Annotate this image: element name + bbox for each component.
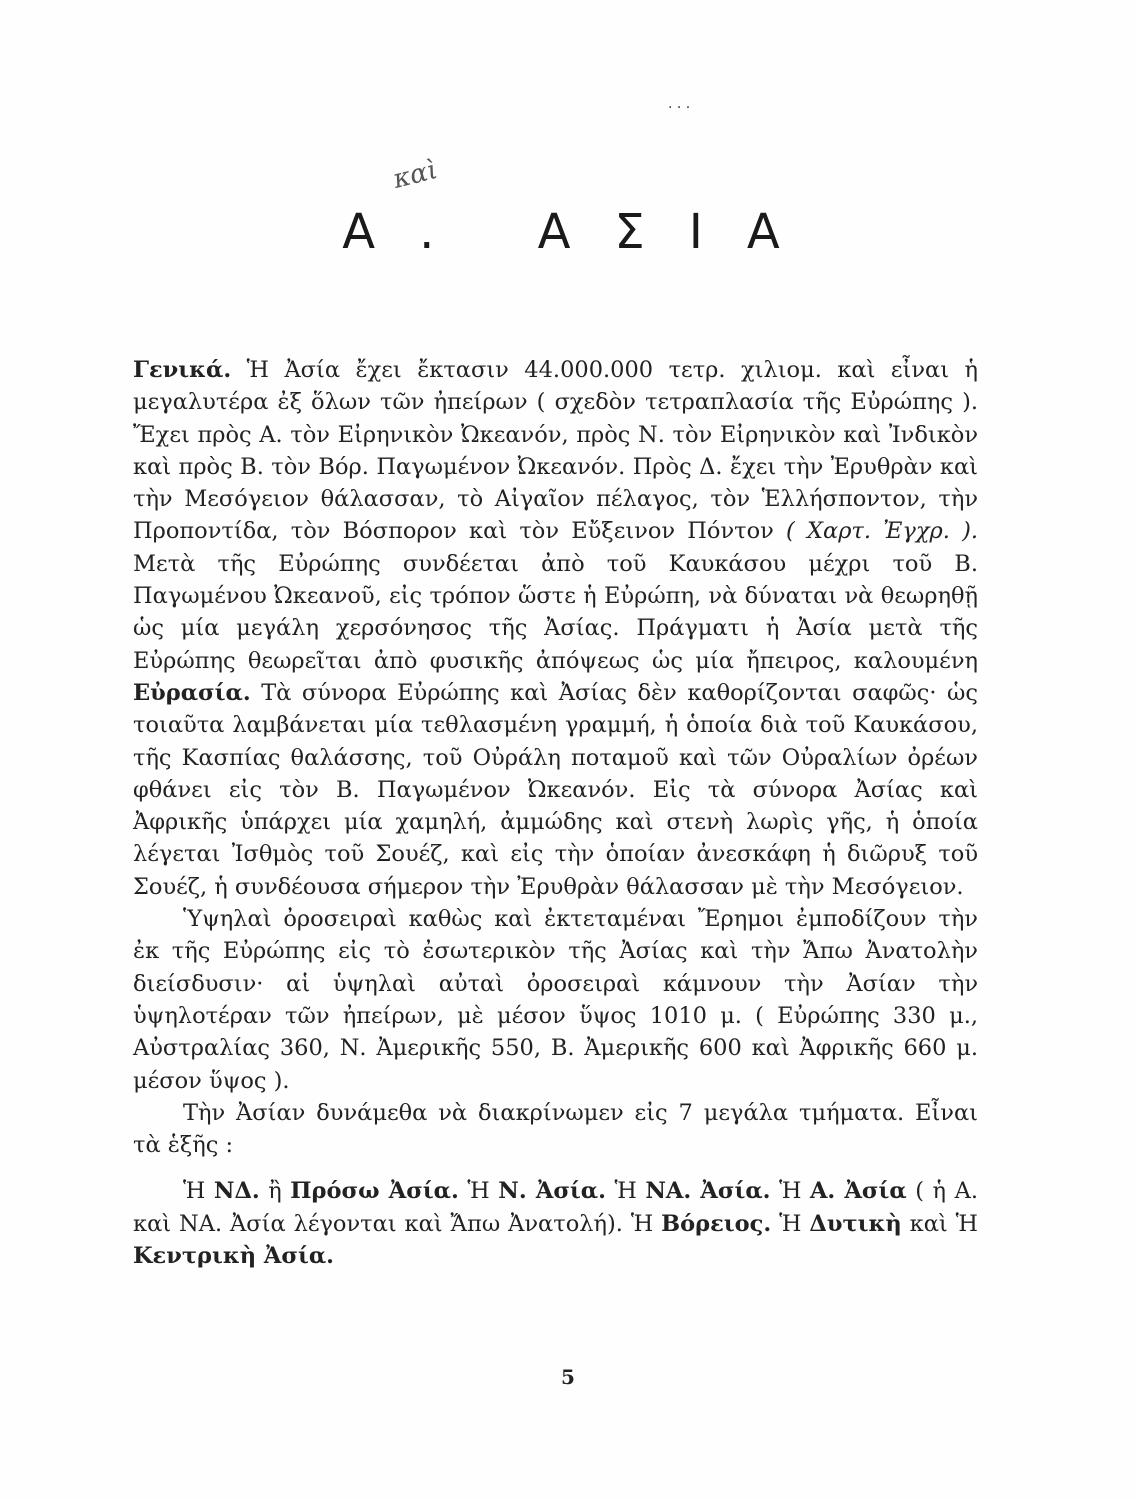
chapter-title: Α. ΑΣΙΑ xyxy=(342,204,824,261)
region-name: Ν. Ἀσία. xyxy=(498,1178,606,1205)
text-run: καὶ Ἡ xyxy=(901,1210,978,1237)
region-name: Βόρειος. xyxy=(661,1210,772,1237)
text-run: Ἡ xyxy=(458,1178,499,1205)
text-run: Ἡ xyxy=(605,1178,646,1205)
text-run: Μετὰ τῆς Εὐρώπης συνδέεται ἀπὸ τοῦ Καυκάσου μέχρι τοῦ Β. Παγωμένου Ὠκεανοῦ, εἰς τρόπον ὥστε ἡ Εὐρώπη, νὰ δύναται νὰ θεωρηθῇ ὡς μία μεγάλη χερσόνησος τῆς Ἀσίας. Πράγματι ἡ Ἀσία μετὰ τῆς Εὐρώπης θεωρεῖται ἀπὸ φυσικῆς ἀπόψεως ὡς μία ἤπειρος, καλουμένη xyxy=(133,550,978,674)
page-number: 5 xyxy=(561,1365,575,1389)
region-name: Α. Ἀσία xyxy=(809,1178,907,1205)
section-lead: Γενικά. xyxy=(133,357,232,383)
body-text xyxy=(133,354,978,1272)
handwritten-annotation: καὶ xyxy=(390,155,441,195)
text-run: ( ἡ Α. καὶ ΝΑ. Ἀσία λέγονται καὶ Ἄπω Ἀνατολή). Ἡ xyxy=(133,1178,978,1237)
region-name: ΝΔ. xyxy=(213,1178,260,1205)
map-reference: ( Χαρτ. Ἐγχρ. ). xyxy=(786,518,978,545)
text-run: Τὰ σύνορα Εὐρώπης καὶ Ἀσίας δὲν καθορίζονται σαφῶς· ὡς τοιαῦτα λαμβάνεται μία τεθλασμένη γραμμή, ἡ ὁποία διὰ τοῦ Καυκάσου, τῆς Κασπίας θαλάσσης, τοῦ Οὐράλη ποταμοῦ καὶ τῶν Οὐραλίων ὀρέων φθάνει εἰς τὸν Β. Παγωμένον Ὠκεανόν. Εἰς τὰ σύνορα Ἀσίας καὶ Ἀφρικῆς ὑπάρχει μία χαμηλή, ἀμμώδης καὶ στενὴ λωρὶς γῆς, ἡ ὁποία λέγεται Ἰσθμὸς τοῦ Σουέζ, καὶ εἰς τὴν ὁποίαν ἀνεσκάφη ἡ διῶρυξ τοῦ Σουέζ, ἡ συνδέουσα σήμερον τὴν Ἐρυθρὰν θάλασσαν μὲ τὴν Μεσόγειον. xyxy=(133,679,978,900)
region-name: Πρόσω Ἀσία. xyxy=(290,1178,459,1205)
paragraph-mountains: Ὑψηλαὶ ὀροσειραὶ καθὼς καὶ ἐκτεταμέναι Ἔρημοι ἐμποδίζουν τὴν ἐκ τῆς Εὐρώπης εἰς τὸ ἐσωτερικὸν τῆς Ἀσίας καὶ τὴν Ἄπω Ἀνατολὴν διείσδυσιν· αἱ ὑψηλαὶ αὐταὶ ὀροσειραὶ κάμνουν τὴν Ἀσίαν τὴν ὑψηλοτέραν τῶν ἠπείρων, μὲ μέσον ὕψος 1010 μ. ( Εὐρώπης 330 μ., Αὐστραλίας 360, Ν. Ἀμερικῆς 550, Β. Ἀμερικῆς 600 καὶ Ἀφρικῆς 660 μ. μέσον ὕψος ). xyxy=(133,906,978,1094)
text-run: Ἡ xyxy=(771,1210,810,1237)
bold-term-eurasia: Εὐρασία. xyxy=(133,679,251,706)
paragraph-general xyxy=(133,354,978,903)
text-run: ἢ xyxy=(259,1178,291,1205)
paragraph-divisions-intro: Τὴν Ἀσίαν δυνάμεθα νὰ διακρίνωμεν εἰς 7 μεγάλα τμήματα. Εἶναι τὰ ἑξῆς : xyxy=(133,1099,978,1159)
decorative-dots: . . . xyxy=(668,96,691,112)
region-name: ΝΑ. Ἀσία. xyxy=(645,1178,771,1205)
paragraph-divisions-list xyxy=(133,1175,978,1272)
text-run: Ἡ xyxy=(770,1178,810,1205)
text-run: Ἡ xyxy=(183,1178,214,1205)
region-name: Δυτικὴ xyxy=(809,1210,902,1237)
text-run: Ἡ Ἀσία ἔχει ἔκτασιν 44.000.000 τετρ. χιλιομ. καὶ εἶναι ἡ μεγαλυτέρα ἐξ ὅλων τῶν ἠπείρων ( σχεδὸν τετραπλασία τῆς Εὐρώπης ). Ἔχει πρὸς Α. τὸν Εἰρηνικὸν Ὠκεανόν, πρὸς Ν. τὸν Εἰρηνικὸν καὶ Ἰνδικὸν καὶ πρὸς Β. τὸν Βόρ. Παγωμένον Ὠκεανόν. Πρὸς Δ. ἔχει τὴν Ἐρυθρὰν καὶ τὴν Μεσόγειον θάλασσαν, τὸ Αἰγαῖον πέλαγος, τὸν Ἑλλήσποντον, τὴν Προποντίδα, τὸν Βόσπορον καὶ τὸν Εὔξεινον Πόντον xyxy=(133,357,978,545)
region-name: Κεντρικὴ Ἀσία. xyxy=(133,1243,334,1270)
